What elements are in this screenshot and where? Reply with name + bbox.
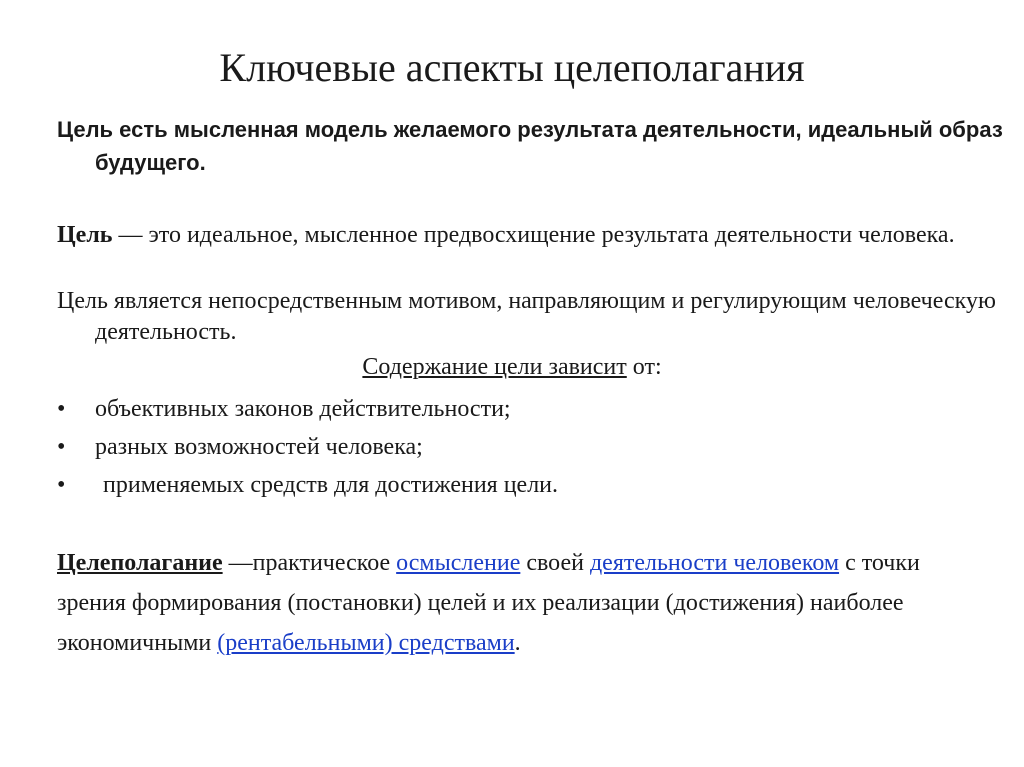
list-item-text: применяемых средств для достижения цели. xyxy=(103,472,559,498)
slide-subtitle: Цель есть мысленная модель желаемого результата деятельности, идеальный образ будущего. xyxy=(57,117,1003,175)
bullet-icon: • xyxy=(57,396,66,422)
definition-text-4: . xyxy=(514,630,521,656)
bullet-icon: • xyxy=(57,434,66,460)
definition-text-1: —практическое xyxy=(222,550,397,576)
link-comprehension[interactable]: осмысление xyxy=(396,550,521,576)
goal-definition-text: — это идеальное, мысленное предвосхищение результата деятельности человека. xyxy=(112,222,955,248)
link-human-activity[interactable]: деятельности человеком xyxy=(589,550,840,576)
list-item-text: объективных законов действительности; xyxy=(95,396,511,422)
goal-setting-term: Целеполагание xyxy=(57,550,223,576)
goal-motive-paragraph: Цель является непосредственным мотивом, направляющим и регулирующим человеческую деятельность. xyxy=(57,288,996,345)
goal-setting-definition xyxy=(57,543,977,663)
list-item-text: разных возможностей человека; xyxy=(95,434,423,460)
link-cost-effective-means[interactable]: (рентабельными) средствами xyxy=(217,630,515,656)
goal-depends-rest: от: xyxy=(626,354,662,380)
definition-text-2: своей xyxy=(520,550,590,576)
goal-definition-paragraph xyxy=(57,220,1024,251)
bullet-icon: • xyxy=(57,472,66,498)
goal-depends-underlined: Содержание цели зависит xyxy=(362,354,627,380)
goal-depends-heading xyxy=(0,352,1024,383)
definition-text-3: с точки зрения формирования (постановки) целей и их реализации (достижения) наиболее экономичными xyxy=(57,550,920,656)
goal-term: Цель xyxy=(57,222,113,248)
slide-title: Ключевые аспекты целеполагания xyxy=(219,45,805,90)
